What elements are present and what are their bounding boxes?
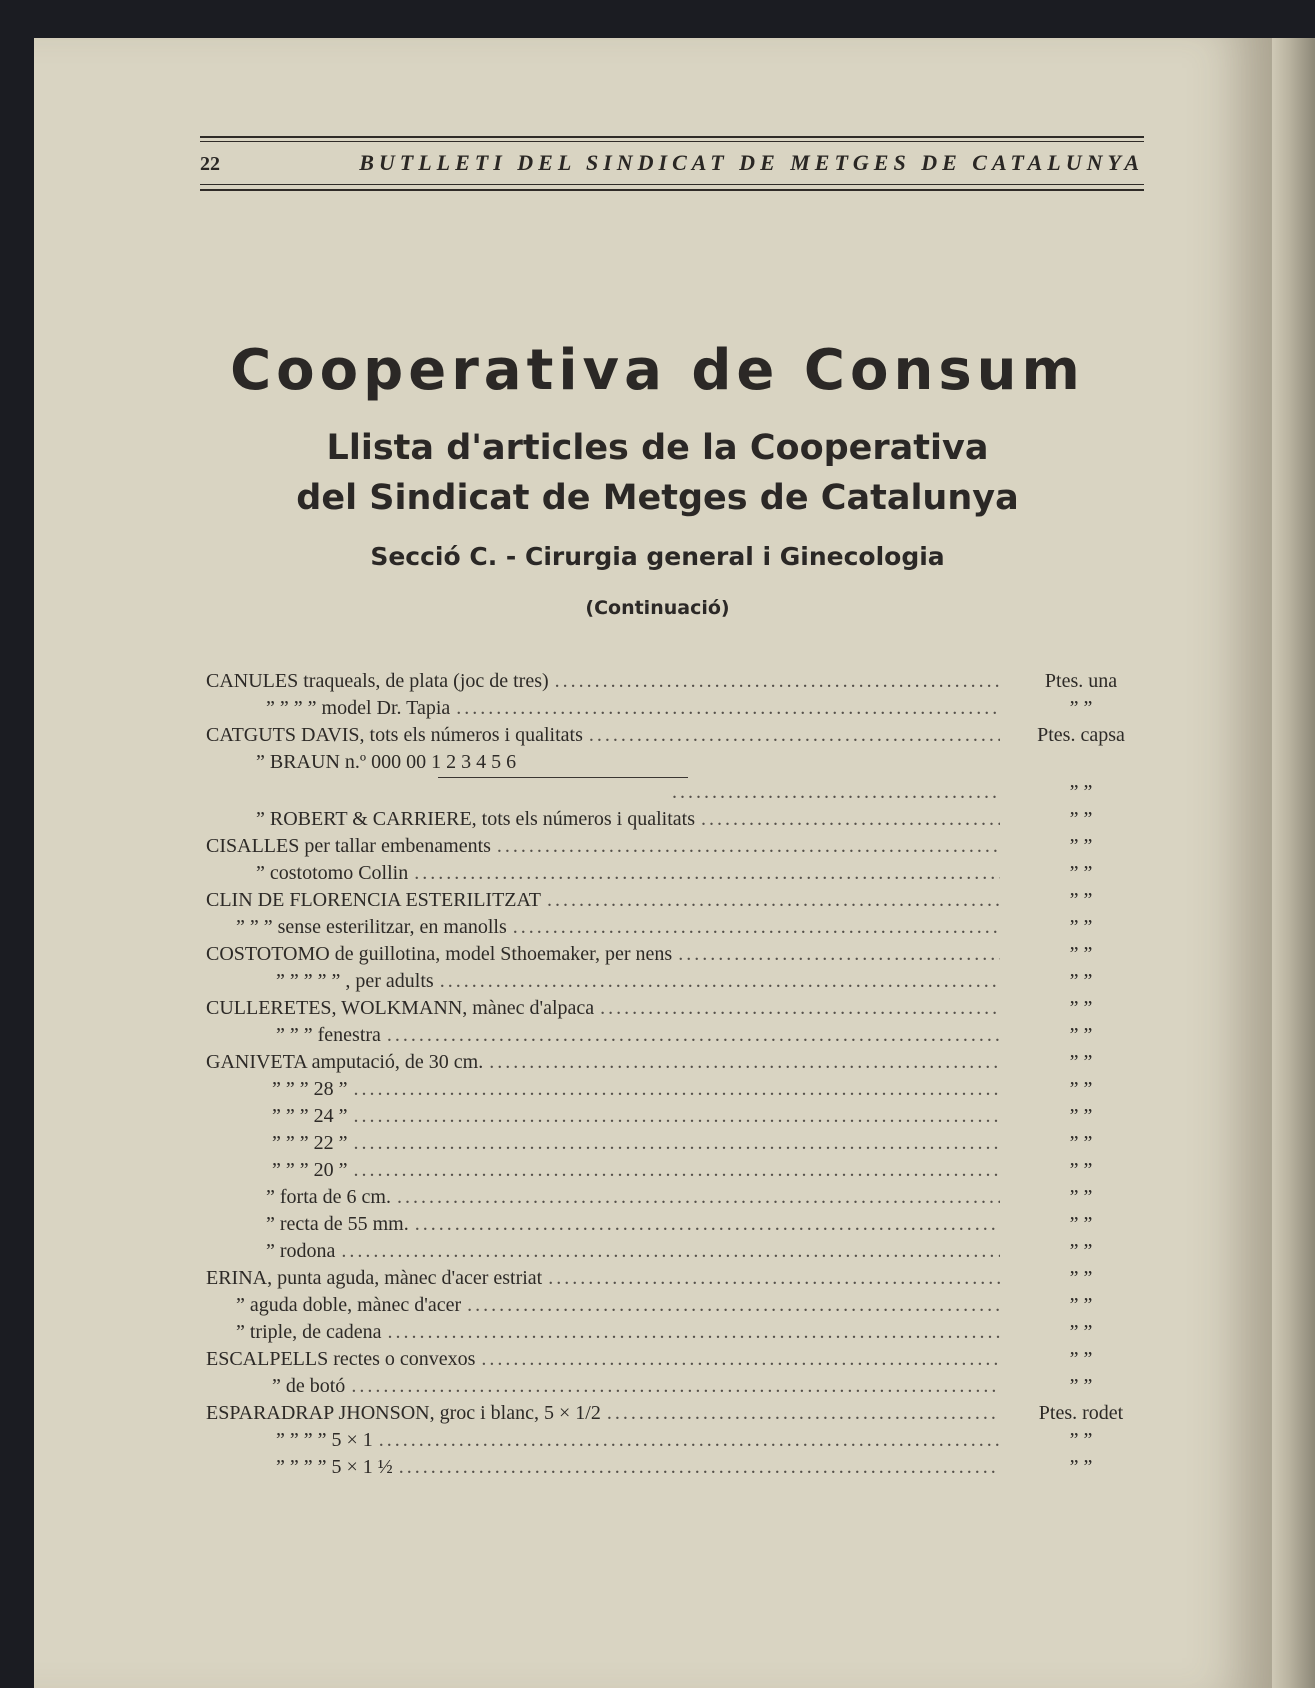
unit-label: ” ”	[1069, 1321, 1093, 1343]
list-item: ” ROBERT & CARRIERE, tots els números i qualitats ..... ” ”	[206, 806, 1156, 833]
list-item: CISALLES per tallar embenaments ..... ” ”	[206, 833, 1156, 860]
unit-label: ” ”	[1069, 1348, 1093, 1370]
list-item: ” ” ” ” model Dr. Tapia ..... ” ”	[206, 695, 1156, 722]
list-item: CANULES traqueals, de plata (joc de tres) ..... Ptes. una	[206, 668, 1156, 695]
list-item: ” rodona ..... ” ”	[206, 1238, 1156, 1265]
list-item: ” ” ” 28 ” ..... ” ”	[206, 1076, 1156, 1103]
list-item: CLIN DE FLORENCIA ESTERILITZAT ..... ” ”	[206, 887, 1156, 914]
list-item: ” ” ” ” 5 × 1 ½ ..... ” ”	[206, 1454, 1156, 1481]
header-rule-top-thin	[200, 141, 1144, 142]
unit-label: Ptes. una	[1044, 670, 1118, 692]
list-item: ” de botó ..... ” ”	[206, 1373, 1156, 1400]
unit-label: ” ”	[1069, 943, 1093, 965]
unit-label: ” ”	[1069, 1429, 1093, 1451]
article-list	[206, 668, 1156, 1481]
unit-label: ” ”	[1069, 1267, 1093, 1289]
braun-underline	[438, 777, 688, 778]
list-item: ” ” ” 24 ” ..... ” ”	[206, 1103, 1156, 1130]
list-item: ” ” ” sense esterilitzar, en manolls ..... ” ”	[206, 914, 1156, 941]
continuation-note: (Continuació)	[585, 597, 730, 619]
running-title: BUTLLETI DEL SINDICAT DE METGES DE CATALUNYA	[359, 150, 1144, 175]
list-item: CATGUTS DAVIS, tots els números i qualitats ..... Ptes. capsa	[206, 722, 1156, 749]
unit-label: ” ”	[1069, 916, 1093, 938]
unit-label: ” ”	[1069, 1186, 1093, 1208]
list-item: GANIVETA amputació, de 30 cm. ..... ” ”	[206, 1049, 1156, 1076]
running-title-row	[200, 150, 1144, 176]
list-item: ” ” ” ” 5 × 1 ..... ” ”	[206, 1427, 1156, 1454]
unit-label: Ptes. rodet	[1038, 1402, 1124, 1424]
header-rule-top	[200, 136, 1144, 138]
unit-label: ” ”	[1069, 808, 1093, 830]
list-item: ” forta de 6 cm. ..... ” ”	[206, 1184, 1156, 1211]
unit-label: ” ”	[1069, 835, 1093, 857]
subtitle-line2: del Sindicat de Metges de Catalunya	[296, 478, 1019, 518]
list-item: ” ” ” ” ” , per adults ..... ” ”	[206, 968, 1156, 995]
unit-label: ” ”	[1069, 1078, 1093, 1100]
unit-label: ” ”	[1069, 1132, 1093, 1154]
list-item: ” ” ” 22 ” ..... ” ”	[206, 1130, 1156, 1157]
list-item: ” ” ” fenestra ..... ” ”	[206, 1022, 1156, 1049]
unit-label: ” ”	[1069, 1456, 1093, 1478]
list-item: COSTOTOMO de guillotina, model Sthoemaker, per nens ..... ” ”	[206, 941, 1156, 968]
unit-label: ” ”	[1069, 862, 1093, 884]
header-rule-bottom-thin	[200, 184, 1144, 185]
unit-label: ” ”	[1069, 970, 1093, 992]
section-heading: Secció C. - Cirurgia general i Ginecologia	[370, 542, 945, 571]
unit-label: ” ”	[1069, 781, 1093, 803]
unit-label: ” ”	[1069, 1213, 1093, 1235]
list-item: ” ” ” 20 ” ..... ” ”	[206, 1157, 1156, 1184]
unit-label: Ptes. capsa	[1037, 724, 1125, 746]
list-item: CULLERETES, WOLKMANN, mànec d'alpaca ..... ” ”	[206, 995, 1156, 1022]
subtitle-line1: Llista d'articles de la Cooperativa	[326, 428, 989, 468]
running-header	[200, 136, 1144, 192]
list-item	[206, 779, 1156, 806]
page-number: 22	[200, 153, 220, 175]
unit-label: ” ”	[1069, 1159, 1093, 1181]
list-item: ” triple, de cadena ..... ” ”	[206, 1319, 1156, 1346]
unit-label: ” ”	[1069, 1294, 1093, 1316]
unit-label: ” ”	[1069, 1240, 1093, 1262]
list-item: ESPARADRAP JHONSON, groc i blanc, 5 × 1/2 ..... Ptes. rodet	[206, 1400, 1156, 1427]
unit-label: ” ”	[1069, 1105, 1093, 1127]
list-item: ” BRAUN n.º 000 00 1 2 3 4 5 6	[206, 749, 1156, 779]
list-item: ERINA, punta aguda, mànec d'acer estriat ..... ” ”	[206, 1265, 1156, 1292]
header-rule-bottom	[200, 189, 1144, 191]
unit-label: ” ”	[1069, 889, 1093, 911]
list-item: ESCALPELLS rectes o convexos ..... ” ”	[206, 1346, 1156, 1373]
page-edge	[1272, 38, 1315, 1688]
unit-label: ” ”	[1069, 997, 1093, 1019]
list-item: ” costotomo Collin ..... ” ”	[206, 860, 1156, 887]
list-item: ” aguda doble, mànec d'acer ..... ” ”	[206, 1292, 1156, 1319]
unit-label: ” ”	[1069, 1051, 1093, 1073]
unit-label: ” ”	[1069, 1024, 1093, 1046]
list-item: ” recta de 55 mm. ..... ” ”	[206, 1211, 1156, 1238]
unit-label: ” ”	[1069, 1375, 1093, 1397]
unit-label: ” ”	[1069, 697, 1093, 719]
page-title: Cooperativa de Consum	[230, 338, 1085, 403]
